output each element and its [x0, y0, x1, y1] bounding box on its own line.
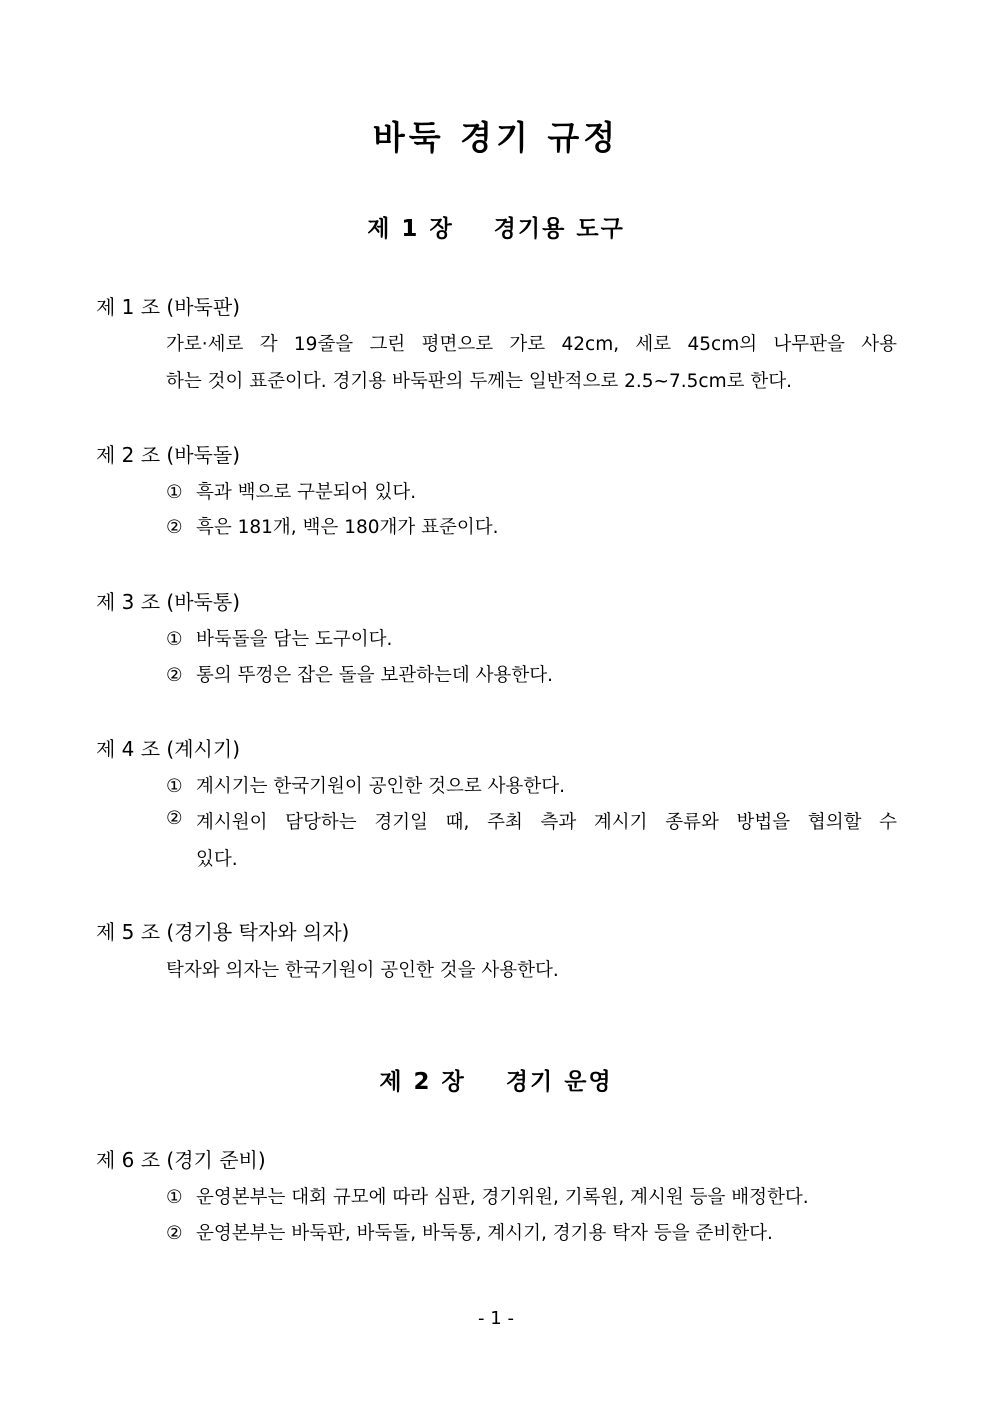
item-number: ①: [166, 1187, 183, 1208]
item-text-continuation: 있다.: [196, 849, 238, 870]
article-6-heading: 제 6 조 (경기 준비): [96, 1148, 266, 1172]
article-1-line-2: 하는 것이 표준이다. 경기용 바둑판의 두께는 일반적으로 2.5~7.5cm로 한다.: [166, 371, 792, 392]
list-item: [166, 1183, 809, 1209]
item-number: ②: [166, 1223, 183, 1244]
item-number: ②: [166, 808, 183, 829]
item-text: 운영본부는 대회 규모에 따라 심판, 경기위원, 기록원, 계시원 등을 배정한다.: [196, 1187, 809, 1208]
item-text: 운영본부는 바둑판, 바둑돌, 바둑통, 계시기, 경기용 탁자 등을 준비한다.: [196, 1223, 773, 1244]
list-item: [166, 772, 565, 798]
list-item: [166, 513, 499, 539]
article-5-heading: 제 5 조 (경기용 탁자와 의자): [96, 920, 350, 944]
item-text: 흑은 181개, 백은 180개가 표준이다.: [196, 517, 499, 538]
item-number: ①: [166, 482, 183, 503]
document-title: 바둑 경기 규정: [372, 118, 620, 157]
item-number: ①: [166, 776, 183, 797]
list-item: [166, 808, 897, 834]
article-1-line-1: 가로·세로 각 19줄을 그린 평면으로 가로 42cm, 세로 45cm의 나무판을 사용: [166, 334, 897, 355]
item-text: 바둑돌을 담는 도구이다.: [196, 629, 393, 650]
chapter-1-heading: 제 1 장 경기용 도구: [367, 216, 625, 242]
item-number: ①: [166, 629, 183, 650]
chapter-2-heading: 제 2 장 경기 운영: [379, 1069, 613, 1095]
item-text: 계시원이 담당하는 경기일 때, 주최 측과 계시기 종류와 방법을 협의할 수: [196, 812, 897, 833]
article-3-heading: 제 3 조 (바둑통): [96, 590, 241, 614]
article-1-heading: 제 1 조 (바둑판): [96, 295, 241, 319]
page-number: - 1 -: [478, 1308, 514, 1329]
item-text: 흑과 백으로 구분되어 있다.: [196, 482, 417, 503]
article-4-heading: 제 4 조 (계시기): [96, 737, 241, 761]
item-number: ②: [166, 517, 183, 538]
item-text: 통의 뚜껑은 잡은 돌을 보관하는데 사용한다.: [196, 665, 553, 686]
article-2-heading: 제 2 조 (바둑돌): [96, 443, 241, 467]
article-5-line-1: 탁자와 의자는 한국기원이 공인한 것을 사용한다.: [166, 960, 559, 981]
list-item: [166, 1219, 773, 1245]
list-item: [166, 625, 392, 651]
list-item: [166, 478, 416, 504]
item-number: ②: [166, 665, 183, 686]
item-text: 계시기는 한국기원이 공인한 것으로 사용한다.: [196, 776, 565, 797]
list-item: [166, 661, 553, 687]
